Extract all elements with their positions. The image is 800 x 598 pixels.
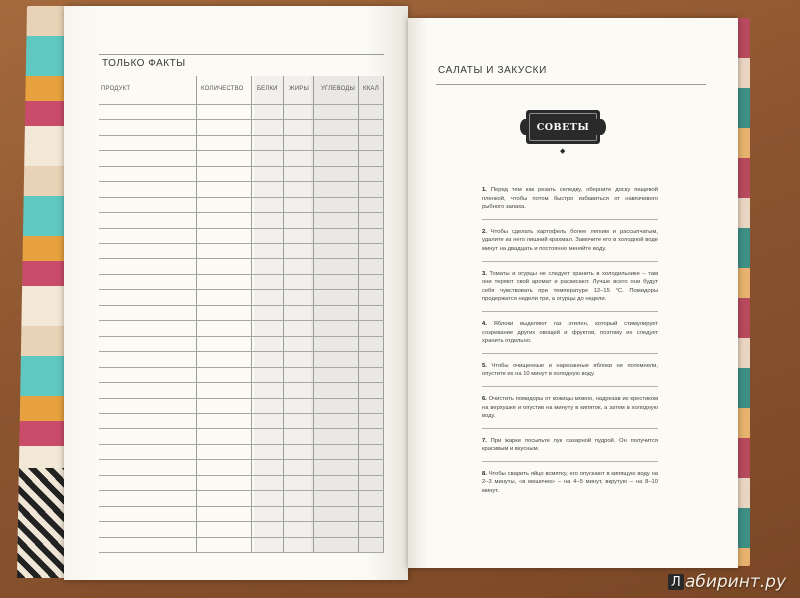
tip-item: 4. Яблоки выделяют газ этилен, который стимулирует созревание других овощей и фруктов, поэтому их следует хранить отдельно. [482, 320, 658, 345]
table-row-line [99, 537, 384, 538]
header-kcal: ККАЛ [363, 86, 379, 92]
diamond-ornament-icon: ◆ [560, 148, 566, 155]
column-divider [358, 76, 359, 552]
right-page [408, 18, 738, 568]
tip-divider [482, 311, 658, 312]
right-page-title: САЛАТЫ И ЗАКУСКИ [438, 65, 547, 76]
tip-item: 3. Томаты и огурцы не следует хранить в холодильнике – там они теряют свой аромат и раскисают. Лучше всего они будут себя чувствовать при температуре 12–15 °C. Помидоры продержатся недели три, а огурцы до недели. [482, 270, 658, 303]
table-row-line [99, 212, 384, 213]
column-divider [251, 76, 252, 552]
table-row-line [99, 413, 384, 414]
watermark-text: абиринт.ру [684, 572, 786, 592]
badge-label: СОВЕТЫ [536, 121, 590, 133]
tip-item: 1. Перед тем как резать селедку, оберните доску пищевой пленкой, чтобы потом быстро избавиться от навязчивого рыбного запаха. [482, 187, 658, 211]
tip-item: 6. Очистить помидоры от кожицы можно, надрезав их крестиком на верхушке и опустив на минуту в кипяток, а затем в холодную воду. [482, 395, 658, 420]
tip-divider [482, 219, 658, 220]
table-row-line [99, 243, 384, 244]
table-row-line [99, 119, 384, 120]
title-rule [436, 84, 706, 85]
shaded-columns [311, 76, 384, 552]
table-row-line [99, 135, 384, 136]
table-row-line [99, 490, 384, 491]
tip-divider [482, 461, 658, 462]
table-row-line [99, 351, 384, 352]
table-row-line [99, 197, 384, 198]
tip-item: 5. Чтобы очищенные и нарезанные яблоки не потемнели, опустите их на 10 минут в холодную воду. [482, 362, 658, 378]
header-carbs: УГЛЕВОДЫ [321, 86, 355, 92]
column-divider [196, 76, 197, 552]
table-row-line [99, 552, 384, 553]
table-row-line [99, 367, 384, 368]
tip-item: 2. Чтобы сделать картофель более легким и рассыпчатым, удалите из него лишний крахмал. Замочите его в холодной воде минут на двадцать и постоянно меняйте воду. [482, 228, 658, 252]
table-row-line [99, 258, 384, 259]
table-row-line [99, 320, 384, 321]
tips-badge [526, 110, 600, 144]
table-row-line [99, 336, 384, 337]
table-row-line [99, 459, 384, 460]
header-quantity: КОЛИЧЕСТВО [201, 86, 244, 92]
table-row-line [99, 228, 384, 229]
tip-divider [482, 386, 658, 387]
table-row-line [99, 398, 384, 399]
site-watermark [668, 572, 786, 592]
table-row-line [99, 150, 384, 151]
table-row-line [99, 444, 384, 445]
header-fat: ЖИРЫ [289, 86, 309, 92]
table-row-line [99, 506, 384, 507]
column-divider [383, 76, 384, 552]
table-row-line [99, 521, 384, 522]
tip-divider [482, 428, 658, 429]
tip-divider [482, 261, 658, 262]
table-row-line [99, 104, 384, 105]
table-row-line [99, 289, 384, 290]
header-protein: БЕЛКИ [257, 86, 278, 92]
left-page [64, 6, 408, 580]
table-row-line [99, 382, 384, 383]
column-divider [283, 76, 284, 552]
tip-divider [482, 353, 658, 354]
left-page-title: ТОЛЬКО ФАКТЫ [102, 58, 186, 69]
watermark-logo-letter: Л [668, 574, 684, 590]
tip-item: 7. При жарке посыпьте лук сахарной пудрой. Он получится красивым и вкусным. [482, 437, 658, 453]
table-row-line [99, 305, 384, 306]
table-row-line [99, 166, 384, 167]
nutrition-table [99, 76, 384, 552]
tip-item: 8. Чтобы сварить яйцо всмятку, его опускают в кипящую воду на 2–3 минуты, «в мешочек» – на 4–5 минут, вкрутую – на 8–10 минут. [482, 470, 658, 495]
top-rule [99, 54, 384, 55]
table-row-line [99, 475, 384, 476]
tips-list [482, 186, 658, 496]
table-row-line [99, 181, 384, 182]
table-row-line [99, 428, 384, 429]
table-row-line [99, 274, 384, 275]
column-divider [313, 76, 314, 552]
header-product: ПРОДУКТ [101, 86, 131, 92]
